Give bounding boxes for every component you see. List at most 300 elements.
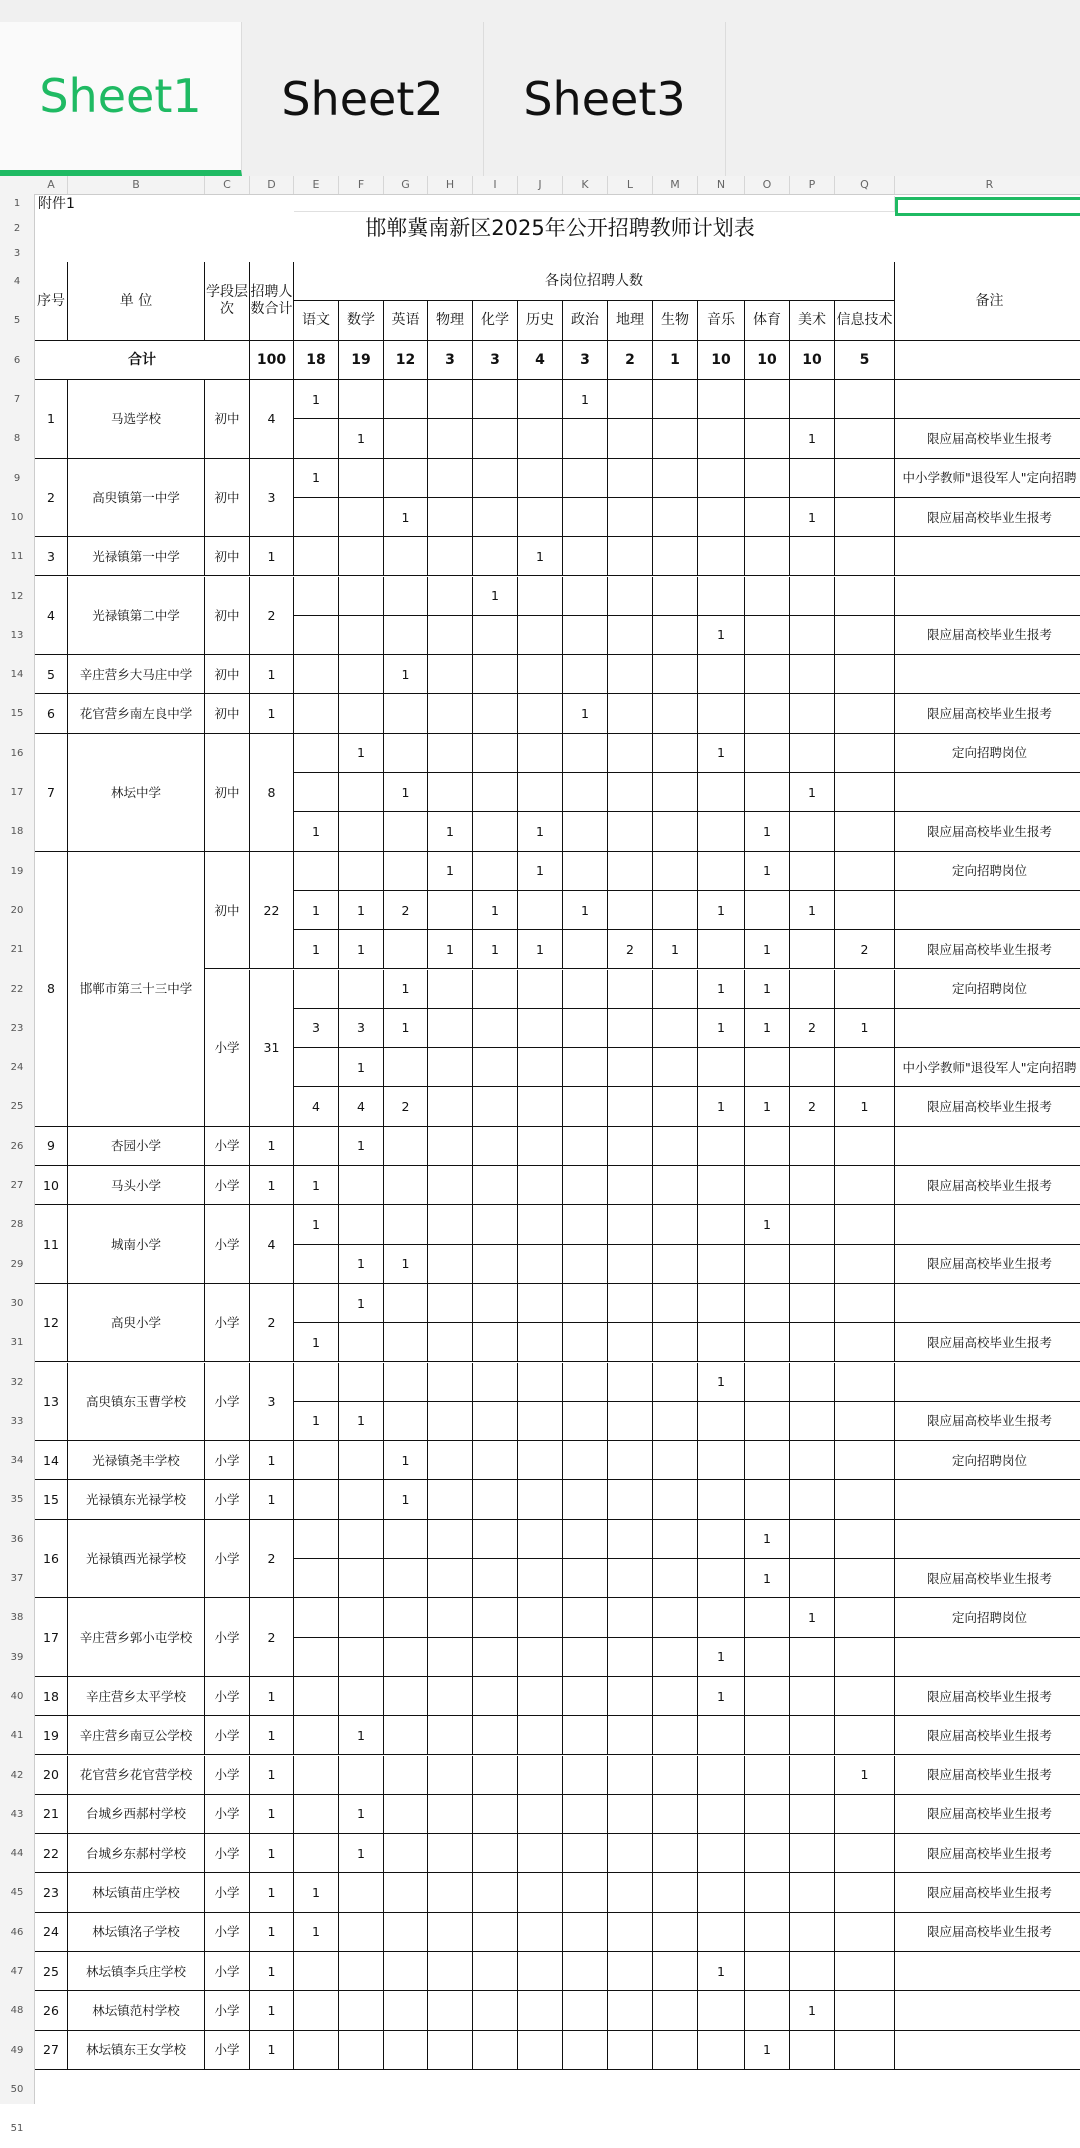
- position-count-cell[interactable]: 1: [339, 1834, 384, 1873]
- position-count-cell[interactable]: [745, 1834, 790, 1873]
- school-seq[interactable]: 4: [35, 577, 68, 656]
- remark-cell[interactable]: [895, 891, 1080, 930]
- remark-cell[interactable]: 限应届高校毕业生报考: [895, 419, 1080, 458]
- position-count-cell[interactable]: 1: [745, 1087, 790, 1126]
- empty-row[interactable]: [35, 2070, 1080, 2104]
- position-count-cell[interactable]: [473, 1991, 518, 2030]
- position-count-cell[interactable]: [653, 812, 698, 851]
- school-total[interactable]: 1: [250, 537, 294, 576]
- position-count-cell[interactable]: [518, 1756, 563, 1795]
- position-count-cell[interactable]: [339, 577, 384, 616]
- position-count-cell[interactable]: [473, 1756, 518, 1795]
- position-count-cell[interactable]: [294, 694, 339, 733]
- position-count-cell[interactable]: [294, 1834, 339, 1873]
- remark-cell[interactable]: 限应届高校毕业生报考: [895, 1834, 1080, 1873]
- position-count-cell[interactable]: [790, 1323, 835, 1362]
- position-count-cell[interactable]: [428, 1441, 473, 1480]
- position-count-cell[interactable]: [653, 734, 698, 773]
- position-count-cell[interactable]: [608, 773, 653, 812]
- school-total[interactable]: 3: [250, 1363, 294, 1442]
- position-count-cell[interactable]: [835, 380, 895, 419]
- position-count-cell[interactable]: [384, 1205, 428, 1244]
- position-count-cell[interactable]: [294, 1441, 339, 1480]
- position-count-cell[interactable]: [428, 1323, 473, 1362]
- header-positions-group[interactable]: 各岗位招聘人数: [294, 262, 895, 301]
- position-count-cell[interactable]: [790, 852, 835, 891]
- tab-sheet3[interactable]: Sheet3: [484, 22, 726, 176]
- position-count-cell[interactable]: [563, 812, 608, 851]
- position-count-cell[interactable]: [473, 1716, 518, 1755]
- school-name[interactable]: 杏园小学: [68, 1127, 205, 1166]
- position-count-cell[interactable]: [835, 1284, 895, 1323]
- position-count-cell[interactable]: [745, 1795, 790, 1834]
- position-count-cell[interactable]: [563, 2031, 608, 2070]
- position-count-cell[interactable]: [339, 1441, 384, 1480]
- position-count-cell[interactable]: [698, 1323, 745, 1362]
- position-count-cell[interactable]: [428, 1677, 473, 1716]
- position-count-cell[interactable]: [698, 537, 745, 576]
- school-seq[interactable]: 10: [35, 1166, 68, 1205]
- position-count-cell[interactable]: 1: [745, 1559, 790, 1598]
- position-count-cell[interactable]: 1: [698, 734, 745, 773]
- row-header[interactable]: 35: [10, 1494, 24, 1506]
- position-count-cell[interactable]: [473, 616, 518, 655]
- position-count-cell[interactable]: [518, 1048, 563, 1087]
- position-count-cell[interactable]: [608, 537, 653, 576]
- position-count-cell[interactable]: [653, 459, 698, 498]
- position-count-cell[interactable]: [790, 616, 835, 655]
- position-count-cell[interactable]: [518, 419, 563, 458]
- position-count-cell[interactable]: [608, 1834, 653, 1873]
- position-count-cell[interactable]: 1: [698, 1363, 745, 1402]
- header-subject[interactable]: 音乐: [698, 301, 745, 341]
- position-count-cell[interactable]: 1: [698, 1952, 745, 1991]
- position-count-cell[interactable]: [339, 1480, 384, 1519]
- position-count-cell[interactable]: [294, 1677, 339, 1716]
- row-header[interactable]: 2: [13, 223, 21, 234]
- position-count-cell[interactable]: [563, 1441, 608, 1480]
- school-total[interactable]: 1: [250, 1952, 294, 1991]
- row-header[interactable]: 28: [10, 1219, 24, 1231]
- school-seq[interactable]: 23: [35, 1873, 68, 1912]
- position-count-cell[interactable]: [563, 773, 608, 812]
- position-count-cell[interactable]: [518, 773, 563, 812]
- position-count-cell[interactable]: [563, 655, 608, 694]
- position-count-cell[interactable]: [608, 1677, 653, 1716]
- position-count-cell[interactable]: [745, 773, 790, 812]
- position-count-cell[interactable]: 1: [698, 1009, 745, 1048]
- school-name[interactable]: 光禄镇东光禄学校: [68, 1480, 205, 1519]
- position-count-cell[interactable]: [653, 1559, 698, 1598]
- position-count-cell[interactable]: [384, 380, 428, 419]
- position-count-cell[interactable]: 2: [384, 891, 428, 930]
- column-header-B[interactable]: B: [68, 176, 205, 194]
- position-count-cell[interactable]: [294, 1520, 339, 1559]
- school-total[interactable]: 1: [250, 1991, 294, 2030]
- position-count-cell[interactable]: 1: [790, 1991, 835, 2030]
- position-count-cell[interactable]: [563, 1873, 608, 1912]
- position-count-cell[interactable]: [339, 2031, 384, 2070]
- position-count-cell[interactable]: 1: [294, 1873, 339, 1912]
- position-count-cell[interactable]: [745, 1363, 790, 1402]
- position-count-cell[interactable]: [608, 1087, 653, 1126]
- attachment-label[interactable]: 附件1: [38, 196, 75, 212]
- school-seq[interactable]: 18: [35, 1677, 68, 1716]
- position-count-cell[interactable]: [563, 1834, 608, 1873]
- position-count-cell[interactable]: [339, 694, 384, 733]
- school-name[interactable]: 城南小学: [68, 1205, 205, 1284]
- position-count-cell[interactable]: [790, 1834, 835, 1873]
- position-count-cell[interactable]: [653, 498, 698, 537]
- position-count-cell[interactable]: [698, 1402, 745, 1441]
- position-count-cell[interactable]: [518, 1284, 563, 1323]
- remark-cell[interactable]: 限应届高校毕业生报考: [895, 1087, 1080, 1126]
- position-count-cell[interactable]: [608, 380, 653, 419]
- position-count-cell[interactable]: 1: [384, 1245, 428, 1284]
- position-count-cell[interactable]: [608, 1598, 653, 1637]
- row-header[interactable]: 19: [10, 865, 24, 877]
- row-header[interactable]: 7: [13, 394, 21, 405]
- position-count-cell[interactable]: [745, 1638, 790, 1677]
- position-count-cell[interactable]: 2: [790, 1087, 835, 1126]
- position-count-cell[interactable]: [653, 1323, 698, 1362]
- position-count-cell[interactable]: [653, 1598, 698, 1637]
- position-count-cell[interactable]: [563, 1559, 608, 1598]
- position-count-cell[interactable]: [563, 498, 608, 537]
- position-count-cell[interactable]: [339, 655, 384, 694]
- position-count-cell[interactable]: 1: [384, 970, 428, 1009]
- position-count-cell[interactable]: 1: [294, 930, 339, 969]
- position-count-cell[interactable]: [835, 1834, 895, 1873]
- row-header[interactable]: 8: [13, 433, 21, 445]
- position-count-cell[interactable]: [473, 812, 518, 851]
- position-count-cell[interactable]: [339, 1873, 384, 1912]
- position-count-cell[interactable]: [563, 537, 608, 576]
- position-count-cell[interactable]: [563, 1127, 608, 1166]
- position-count-cell[interactable]: [428, 1166, 473, 1205]
- position-count-cell[interactable]: [294, 1638, 339, 1677]
- position-count-cell[interactable]: [608, 1795, 653, 1834]
- position-count-cell[interactable]: [518, 1127, 563, 1166]
- position-count-cell[interactable]: [294, 1559, 339, 1598]
- position-count-cell[interactable]: 4: [294, 1087, 339, 1126]
- position-count-cell[interactable]: [428, 537, 473, 576]
- position-count-cell[interactable]: [518, 1480, 563, 1519]
- position-count-cell[interactable]: 1: [473, 891, 518, 930]
- tab-sheet2[interactable]: Sheet2: [242, 22, 484, 176]
- school-name[interactable]: 花官营乡南左良中学: [68, 694, 205, 733]
- position-count-cell[interactable]: 1: [518, 537, 563, 576]
- position-count-cell[interactable]: [608, 1363, 653, 1402]
- position-count-cell[interactable]: 1: [745, 1009, 790, 1048]
- position-count-cell[interactable]: [473, 1795, 518, 1834]
- school-seq[interactable]: 11: [35, 1205, 68, 1284]
- position-count-cell[interactable]: [790, 970, 835, 1009]
- tab-sheet1[interactable]: Sheet1: [0, 22, 242, 176]
- row-header[interactable]: 18: [10, 826, 24, 838]
- position-count-cell[interactable]: [473, 1834, 518, 1873]
- position-count-cell[interactable]: [745, 419, 790, 458]
- row-header[interactable]: 40: [10, 1690, 24, 1702]
- position-count-cell[interactable]: [790, 537, 835, 576]
- summary-value[interactable]: 3: [563, 341, 608, 380]
- row-header[interactable]: 4: [13, 276, 21, 287]
- position-count-cell[interactable]: [698, 1559, 745, 1598]
- position-count-cell[interactable]: [745, 1952, 790, 1991]
- remark-cell[interactable]: [895, 1480, 1080, 1519]
- position-count-cell[interactable]: [745, 734, 790, 773]
- position-count-cell[interactable]: [563, 734, 608, 773]
- position-count-cell[interactable]: 1: [339, 891, 384, 930]
- position-count-cell[interactable]: 1: [294, 459, 339, 498]
- position-count-cell[interactable]: [790, 1913, 835, 1952]
- position-count-cell[interactable]: [473, 2031, 518, 2070]
- school-seq[interactable]: 6: [35, 694, 68, 733]
- position-count-cell[interactable]: [428, 577, 473, 616]
- summary-value[interactable]: 5: [835, 341, 895, 380]
- remark-cell[interactable]: [895, 1284, 1080, 1323]
- position-count-cell[interactable]: [653, 1834, 698, 1873]
- row-header[interactable]: 23: [10, 1022, 24, 1034]
- position-count-cell[interactable]: [384, 1834, 428, 1873]
- position-count-cell[interactable]: [473, 1952, 518, 1991]
- position-count-cell[interactable]: 1: [790, 891, 835, 930]
- school-total[interactable]: 1: [250, 1873, 294, 1912]
- position-count-cell[interactable]: 1: [563, 891, 608, 930]
- position-count-cell[interactable]: [835, 852, 895, 891]
- position-count-cell[interactable]: [339, 1205, 384, 1244]
- school-stage[interactable]: 小学: [205, 1677, 250, 1716]
- position-count-cell[interactable]: 1: [653, 930, 698, 969]
- position-count-cell[interactable]: [518, 1402, 563, 1441]
- row-header[interactable]: 45: [10, 1887, 24, 1899]
- position-count-cell[interactable]: [653, 1205, 698, 1244]
- school-seq[interactable]: 25: [35, 1952, 68, 1991]
- position-count-cell[interactable]: [518, 1716, 563, 1755]
- position-count-cell[interactable]: [835, 459, 895, 498]
- position-count-cell[interactable]: [339, 498, 384, 537]
- position-count-cell[interactable]: [835, 1952, 895, 1991]
- remark-cell[interactable]: [895, 2031, 1080, 2070]
- position-count-cell[interactable]: [563, 1166, 608, 1205]
- position-count-cell[interactable]: [563, 577, 608, 616]
- column-header-I[interactable]: I: [473, 176, 518, 194]
- row-header[interactable]: 49: [10, 2044, 24, 2056]
- position-count-cell[interactable]: [518, 1834, 563, 1873]
- position-count-cell[interactable]: 2: [608, 930, 653, 969]
- position-count-cell[interactable]: [698, 1598, 745, 1637]
- position-count-cell[interactable]: [428, 1402, 473, 1441]
- position-count-cell[interactable]: [608, 694, 653, 733]
- school-total[interactable]: 1: [250, 1166, 294, 1205]
- school-seq[interactable]: 2: [35, 459, 68, 538]
- position-count-cell[interactable]: [790, 655, 835, 694]
- position-count-cell[interactable]: [653, 1677, 698, 1716]
- position-count-cell[interactable]: 1: [339, 1716, 384, 1755]
- position-count-cell[interactable]: [698, 773, 745, 812]
- spreadsheet-grid[interactable]: [35, 194, 1080, 2104]
- position-count-cell[interactable]: [339, 1677, 384, 1716]
- position-count-cell[interactable]: 1: [339, 1284, 384, 1323]
- position-count-cell[interactable]: [835, 1559, 895, 1598]
- position-count-cell[interactable]: 1: [339, 930, 384, 969]
- position-count-cell[interactable]: [294, 1363, 339, 1402]
- position-count-cell[interactable]: 2: [384, 1087, 428, 1126]
- school-stage[interactable]: 小学: [205, 1716, 250, 1755]
- position-count-cell[interactable]: [835, 577, 895, 616]
- position-count-cell[interactable]: [698, 577, 745, 616]
- position-count-cell[interactable]: [384, 419, 428, 458]
- column-header-M[interactable]: M: [653, 176, 698, 194]
- position-count-cell[interactable]: [698, 1480, 745, 1519]
- row-header[interactable]: 5: [13, 315, 21, 326]
- school-name[interactable]: 辛庄营乡大马庄中学: [68, 655, 205, 694]
- position-count-cell[interactable]: [835, 734, 895, 773]
- position-count-cell[interactable]: [608, 1756, 653, 1795]
- header-subject[interactable]: 数学: [339, 301, 384, 341]
- school-stage[interactable]: 小学: [205, 1480, 250, 1519]
- position-count-cell[interactable]: [473, 1048, 518, 1087]
- position-count-cell[interactable]: [384, 1520, 428, 1559]
- position-count-cell[interactable]: [608, 1952, 653, 1991]
- school-stage[interactable]: 小学: [205, 1952, 250, 1991]
- school-total[interactable]: 1: [250, 1756, 294, 1795]
- position-count-cell[interactable]: [473, 655, 518, 694]
- position-count-cell[interactable]: [745, 1245, 790, 1284]
- position-count-cell[interactable]: [294, 773, 339, 812]
- position-count-cell[interactable]: [428, 773, 473, 812]
- remark-cell[interactable]: 定向招聘岗位: [895, 1598, 1080, 1637]
- remark-cell[interactable]: 限应届高校毕业生报考: [895, 1873, 1080, 1912]
- position-count-cell[interactable]: [790, 1756, 835, 1795]
- school-seq[interactable]: 17: [35, 1598, 68, 1677]
- position-count-cell[interactable]: [518, 1441, 563, 1480]
- school-stage[interactable]: 小学: [205, 1520, 250, 1599]
- position-count-cell[interactable]: 1: [790, 773, 835, 812]
- position-count-cell[interactable]: [294, 1795, 339, 1834]
- position-count-cell[interactable]: [428, 1559, 473, 1598]
- position-count-cell[interactable]: [563, 930, 608, 969]
- position-count-cell[interactable]: 1: [790, 419, 835, 458]
- position-count-cell[interactable]: [294, 1756, 339, 1795]
- school-name[interactable]: 高臾镇东玉曹学校: [68, 1363, 205, 1442]
- position-count-cell[interactable]: [384, 1991, 428, 2030]
- position-count-cell[interactable]: [698, 694, 745, 733]
- position-count-cell[interactable]: [563, 1991, 608, 2030]
- position-count-cell[interactable]: [518, 1598, 563, 1637]
- position-count-cell[interactable]: 1: [518, 930, 563, 969]
- position-count-cell[interactable]: [428, 1834, 473, 1873]
- position-count-cell[interactable]: [653, 1441, 698, 1480]
- school-name[interactable]: 马选学校: [68, 380, 205, 459]
- position-count-cell[interactable]: [608, 419, 653, 458]
- position-count-cell[interactable]: [473, 498, 518, 537]
- position-count-cell[interactable]: 4: [339, 1087, 384, 1126]
- position-count-cell[interactable]: [563, 419, 608, 458]
- position-count-cell[interactable]: [563, 1323, 608, 1362]
- position-count-cell[interactable]: [473, 852, 518, 891]
- school-name[interactable]: 高臾镇第一中学: [68, 459, 205, 538]
- position-count-cell[interactable]: [428, 1756, 473, 1795]
- row-header[interactable]: 44: [10, 1848, 24, 1860]
- column-header-P[interactable]: P: [790, 176, 835, 194]
- position-count-cell[interactable]: [428, 1245, 473, 1284]
- school-stage[interactable]: 小学: [205, 970, 250, 1127]
- position-count-cell[interactable]: 1: [339, 1048, 384, 1087]
- position-count-cell[interactable]: [608, 1284, 653, 1323]
- header-subject[interactable]: 信息技术: [835, 301, 895, 341]
- school-stage[interactable]: 初中: [205, 537, 250, 576]
- header-stage[interactable]: 学段层次: [205, 262, 250, 341]
- position-count-cell[interactable]: [339, 537, 384, 576]
- position-count-cell[interactable]: [745, 1323, 790, 1362]
- position-count-cell[interactable]: [518, 1166, 563, 1205]
- school-seq[interactable]: 24: [35, 1913, 68, 1952]
- row-header[interactable]: 12: [10, 590, 24, 602]
- position-count-cell[interactable]: [790, 1048, 835, 1087]
- position-count-cell[interactable]: [384, 1756, 428, 1795]
- remark-cell[interactable]: 限应届高校毕业生报考: [895, 498, 1080, 537]
- position-count-cell[interactable]: [790, 1873, 835, 1912]
- position-count-cell[interactable]: [698, 419, 745, 458]
- position-count-cell[interactable]: 1: [428, 852, 473, 891]
- position-count-cell[interactable]: [608, 498, 653, 537]
- school-stage[interactable]: 小学: [205, 1873, 250, 1912]
- position-count-cell[interactable]: [428, 498, 473, 537]
- remark-cell[interactable]: 限应届高校毕业生报考: [895, 616, 1080, 655]
- position-count-cell[interactable]: [790, 1245, 835, 1284]
- position-count-cell[interactable]: [698, 852, 745, 891]
- position-count-cell[interactable]: [653, 577, 698, 616]
- school-seq[interactable]: 9: [35, 1127, 68, 1166]
- row-header[interactable]: 13: [10, 629, 24, 641]
- position-count-cell[interactable]: [563, 459, 608, 498]
- summary-value[interactable]: 1: [653, 341, 698, 380]
- position-count-cell[interactable]: [473, 970, 518, 1009]
- position-count-cell[interactable]: [835, 419, 895, 458]
- row-header[interactable]: 29: [10, 1258, 24, 1270]
- remark-cell[interactable]: 限应届高校毕业生报考: [895, 694, 1080, 733]
- position-count-cell[interactable]: 1: [745, 930, 790, 969]
- position-count-cell[interactable]: [698, 380, 745, 419]
- position-count-cell[interactable]: [294, 1284, 339, 1323]
- position-count-cell[interactable]: [339, 1323, 384, 1362]
- school-seq[interactable]: 12: [35, 1284, 68, 1363]
- school-seq[interactable]: 21: [35, 1795, 68, 1834]
- position-count-cell[interactable]: [294, 1048, 339, 1087]
- position-count-cell[interactable]: 1: [339, 1127, 384, 1166]
- position-count-cell[interactable]: 1: [745, 812, 790, 851]
- position-count-cell[interactable]: [835, 1205, 895, 1244]
- position-count-cell[interactable]: 2: [790, 1009, 835, 1048]
- row-header[interactable]: 48: [10, 2005, 24, 2017]
- position-count-cell[interactable]: [339, 970, 384, 1009]
- position-count-cell[interactable]: [384, 1323, 428, 1362]
- position-count-cell[interactable]: [428, 1598, 473, 1637]
- remark-cell[interactable]: 限应届高校毕业生报考: [895, 1677, 1080, 1716]
- row-header[interactable]: 43: [10, 1808, 24, 1820]
- position-count-cell[interactable]: [835, 1677, 895, 1716]
- row-header[interactable]: 9: [13, 472, 21, 484]
- row-header[interactable]: 17: [10, 787, 24, 798]
- position-count-cell[interactable]: [294, 1716, 339, 1755]
- position-count-cell[interactable]: [294, 1598, 339, 1637]
- position-count-cell[interactable]: [384, 1363, 428, 1402]
- position-count-cell[interactable]: 1: [339, 1245, 384, 1284]
- school-stage[interactable]: 小学: [205, 1284, 250, 1363]
- position-count-cell[interactable]: 2: [835, 930, 895, 969]
- summary-value[interactable]: 4: [518, 341, 563, 380]
